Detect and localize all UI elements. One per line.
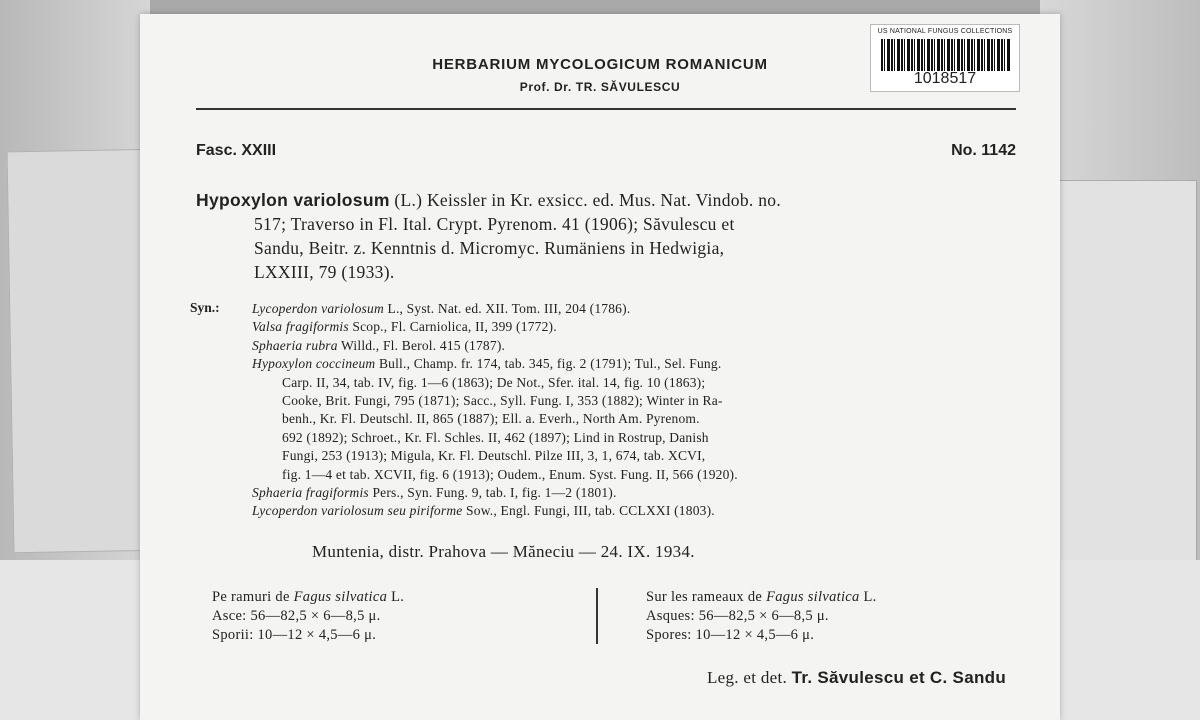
synonym-name: Hypoxylon coccineum [252, 356, 376, 372]
synonym-reference: Pers., Syn. Fung. 9, tab. I, fig. 1—2 (1801). [368, 485, 617, 501]
synonym-line [252, 355, 1022, 373]
host-name: Fagus silvatica [293, 589, 388, 605]
herbarium-editor: Prof. Dr. TR. SĂVULESCU [519, 80, 681, 94]
synonym-continuation: Carp. II, 34, tab. IV, fig. 1—6 (1863); De Not., Sfer. ital. 14, fig. 10 (1863); [282, 374, 706, 390]
synonym-name: Lycoperdon variolosum seu piriforme [252, 503, 463, 519]
collector-line [580, 668, 1006, 688]
barcode-number: 1018517 [913, 70, 977, 87]
background-right-fold [1050, 180, 1197, 582]
species-citation [196, 188, 1016, 284]
header-divider [196, 108, 1016, 110]
barcode-icon [881, 39, 1011, 71]
fascicle-label: Fasc. XXIII [196, 142, 277, 159]
synonym-line [252, 502, 1022, 520]
synonym-line [252, 318, 1022, 336]
spores-measure-fr: Spores: 10—12 × 4,5—6 μ. [646, 627, 815, 643]
synonym-line [252, 300, 1022, 318]
synonyms-label: Syn.: [190, 300, 220, 315]
host-name: Fagus silvatica [766, 589, 860, 605]
synonym-line [252, 484, 1022, 502]
host-line-fr [646, 588, 1026, 607]
synonym-line [252, 337, 1022, 355]
synonym-reference: Willd., Fl. Berol. 415 (1787). [337, 337, 506, 353]
synonym-continuation: 692 (1892); Schroet., Kr. Fl. Schles. II, 462 (1897); Lind in Rostrup, Danish [282, 429, 709, 445]
specimen-number: No. 1142 [951, 142, 1016, 159]
asci-measure-ro: Asce: 56—82,5 × 6—8,5 μ. [212, 608, 381, 624]
synonym-continuation: fig. 1—4 et tab. XCVII, fig. 6 (1913); Oudem., Enum. Syst. Fung. II, 566 (1920). [282, 466, 738, 482]
species-name: Hypoxylon variolosum [196, 190, 390, 210]
host-prefix: Sur les rameaux de [646, 589, 767, 605]
synonym-name: Lycoperdon variolosum [252, 301, 384, 316]
synonyms-list [252, 300, 1022, 521]
citation-line-4: LXXIII, 79 (1933). [254, 262, 395, 282]
synonym-reference: L., Syst. Nat. ed. XII. Tom. III, 204 (1786). [383, 301, 631, 316]
citation-line-2: 517; Traverso in Fl. Ital. Crypt. Pyrenom. 41 (1906); Săvulescu et [254, 214, 735, 234]
spores-measure-ro: Sporii: 10—12 × 4,5—6 μ. [212, 627, 377, 643]
host-french [646, 588, 1026, 645]
asci-measure-fr: Asques: 56—82,5 × 6—8,5 μ. [646, 608, 829, 624]
host-romanian [212, 588, 572, 645]
synonym-continuation: benh., Kr. Fl. Deutschl. II, 865 (1887); Ell. a. Everh., North Am. Pyrenom. [282, 411, 700, 427]
synonym-reference: Bull., Champ. fr. 174, tab. 345, fig. 2 (1791); Tul., Sel. Fung. [375, 356, 722, 372]
synonym-reference: Sow., Engl. Fungi, III, tab. CCLXXI (1803). [462, 503, 715, 519]
barcode-caption: US NATIONAL FUNGUS COLLECTIONS [877, 28, 1013, 35]
herbarium-title: HERBARIUM MYCOLOGICUM ROMANICUM [432, 56, 768, 73]
synonym-continuation: Cooke, Brit. Fungi, 795 (1871); Sacc., Syll. Fung. I, 353 (1882); Winter in Ra- [282, 393, 723, 409]
citation-line-1 [196, 188, 1016, 212]
synonym-name: Sphaeria rubra [252, 337, 338, 353]
host-line-ro [212, 588, 572, 607]
synonym-reference: Scop., Fl. Carniolica, II, 399 (1772). [348, 319, 557, 335]
collector-prefix: Leg. et det. [706, 668, 792, 687]
collector-names: Tr. Săvulescu et C. Sandu [791, 668, 1006, 687]
synonym-continuation: Fungi, 253 (1913); Migula, Kr. Fl. Deutschl. Pilze III, 3, 1, 674, tab. XCVI, [282, 448, 706, 464]
column-divider [596, 588, 598, 644]
host-suffix: L. [859, 589, 877, 605]
host-prefix: Pe ramuri de [212, 589, 294, 605]
citation-text: (L.) Keissler in Kr. exsicc. ed. Mus. Nat. Vindob. no. [389, 190, 782, 210]
citation-line-3: Sandu, Beitr. z. Kenntnis d. Micromyc. Rumäniens in Hedwigia, [254, 238, 725, 258]
synonym-name: Sphaeria fragiformis [252, 485, 369, 501]
host-suffix: L. [387, 589, 405, 605]
collection-locality: Muntenia, distr. Prahova — Măneciu — 24. IX. 1934. [312, 542, 695, 561]
synonym-name: Valsa fragiformis [252, 319, 349, 335]
